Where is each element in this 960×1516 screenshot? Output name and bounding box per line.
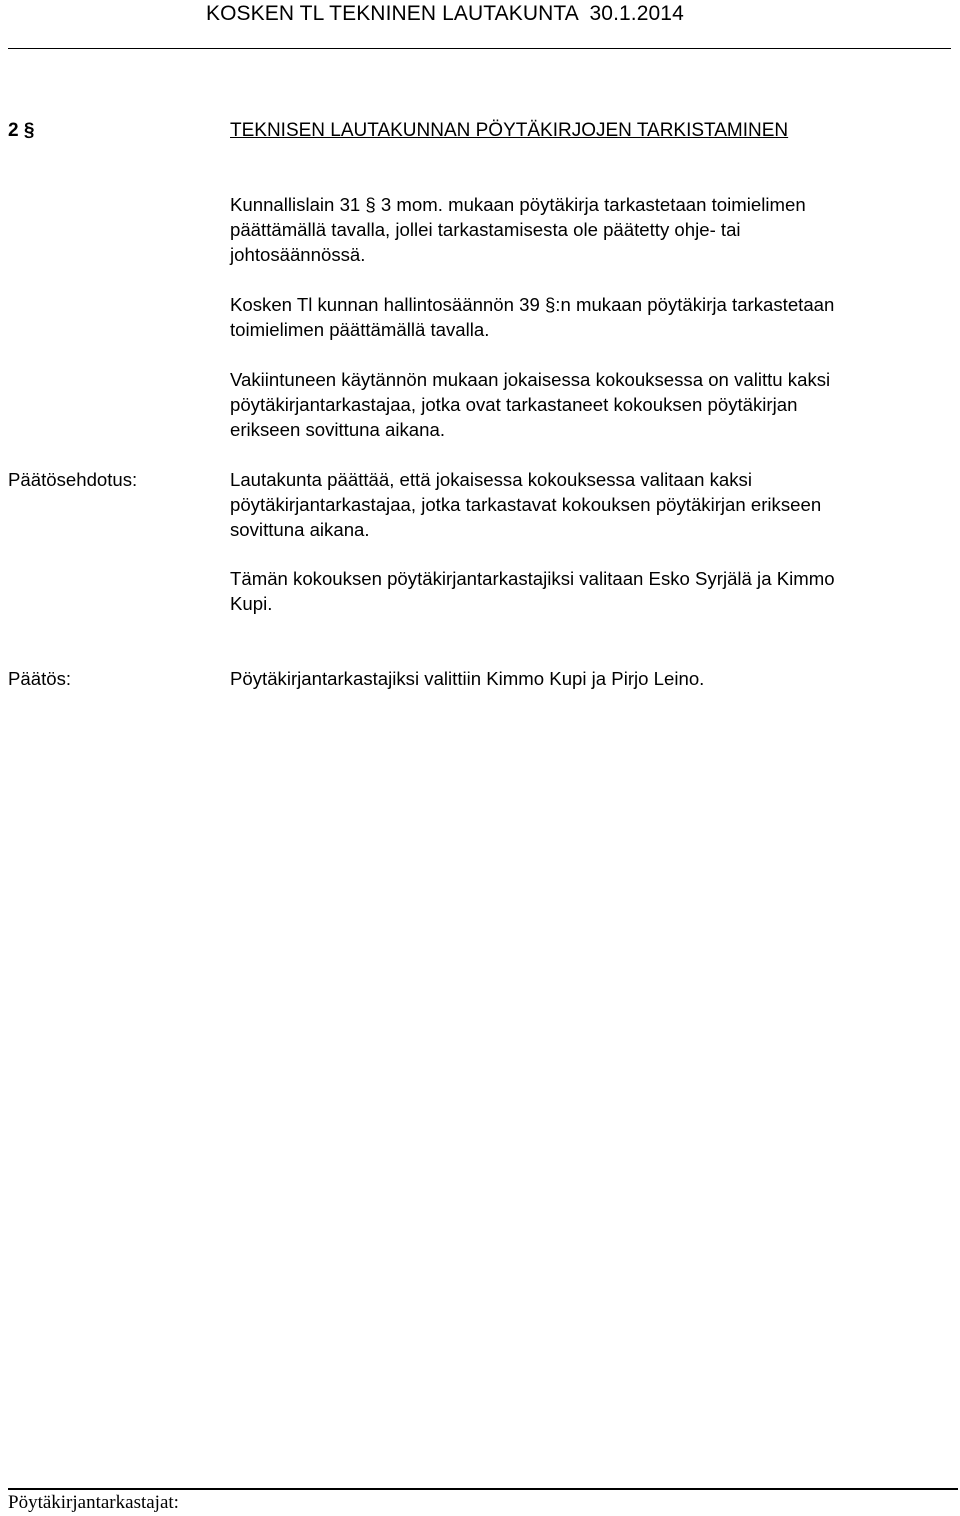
decision-text: Pöytäkirjantarkastajiksi valittiin Kimmo Kupi ja Pirjo Leino. <box>230 668 705 689</box>
section-number: 2 § <box>8 120 35 141</box>
proposal-paragraph-1: Lautakunta päättää, että jokaisessa kokouksessa valitaan kaksi pöytäkirjantarkastajaa, jotka tarkastavat kokouksen pöytäkirjan erikseen sovittuna aikana. <box>230 469 822 540</box>
body-paragraph-3: Vakiintuneen käytännön mukaan jokaisessa kokouksessa on valittu kaksi pöytäkirjantarkastajaa, jotka ovat tarkastaneet kokouksen pöytäkirjan erikseen sovittuna aikana. <box>230 369 831 440</box>
footer-divider <box>8 1488 958 1490</box>
body-paragraph-2: Kosken Tl kunnan hallintosäännön 39 §:n mukaan pöytäkirja tarkastetaan toimielimen päättämällä tavalla. <box>230 294 835 340</box>
footer-reviewers-label: Pöytäkirjantarkastajat: <box>8 1492 179 1513</box>
proposal-label: Päätösehdotus: <box>8 469 138 490</box>
header-divider <box>8 48 951 49</box>
page-header <box>0 0 960 30</box>
section-heading: TEKNISEN LAUTAKUNNAN PÖYTÄKIRJOJEN TARKISTAMINEN <box>230 120 789 141</box>
decision-label: Päätös: <box>8 668 72 689</box>
proposal-paragraph-2: Tämän kokouksen pöytäkirjantarkastajiksi valitaan Esko Syrjälä ja Kimmo Kupi. <box>230 568 835 614</box>
body-paragraph-1: Kunnallislain 31 § 3 mom. mukaan pöytäkirja tarkastetaan toimielimen päättämällä tavalla, jollei tarkastamisesta ole päätetty ohje- tai johtosäännössä. <box>230 194 806 265</box>
page-header-title: KOSKEN TL TEKNINEN LAUTAKUNTA 30.1.2014 <box>206 2 684 25</box>
